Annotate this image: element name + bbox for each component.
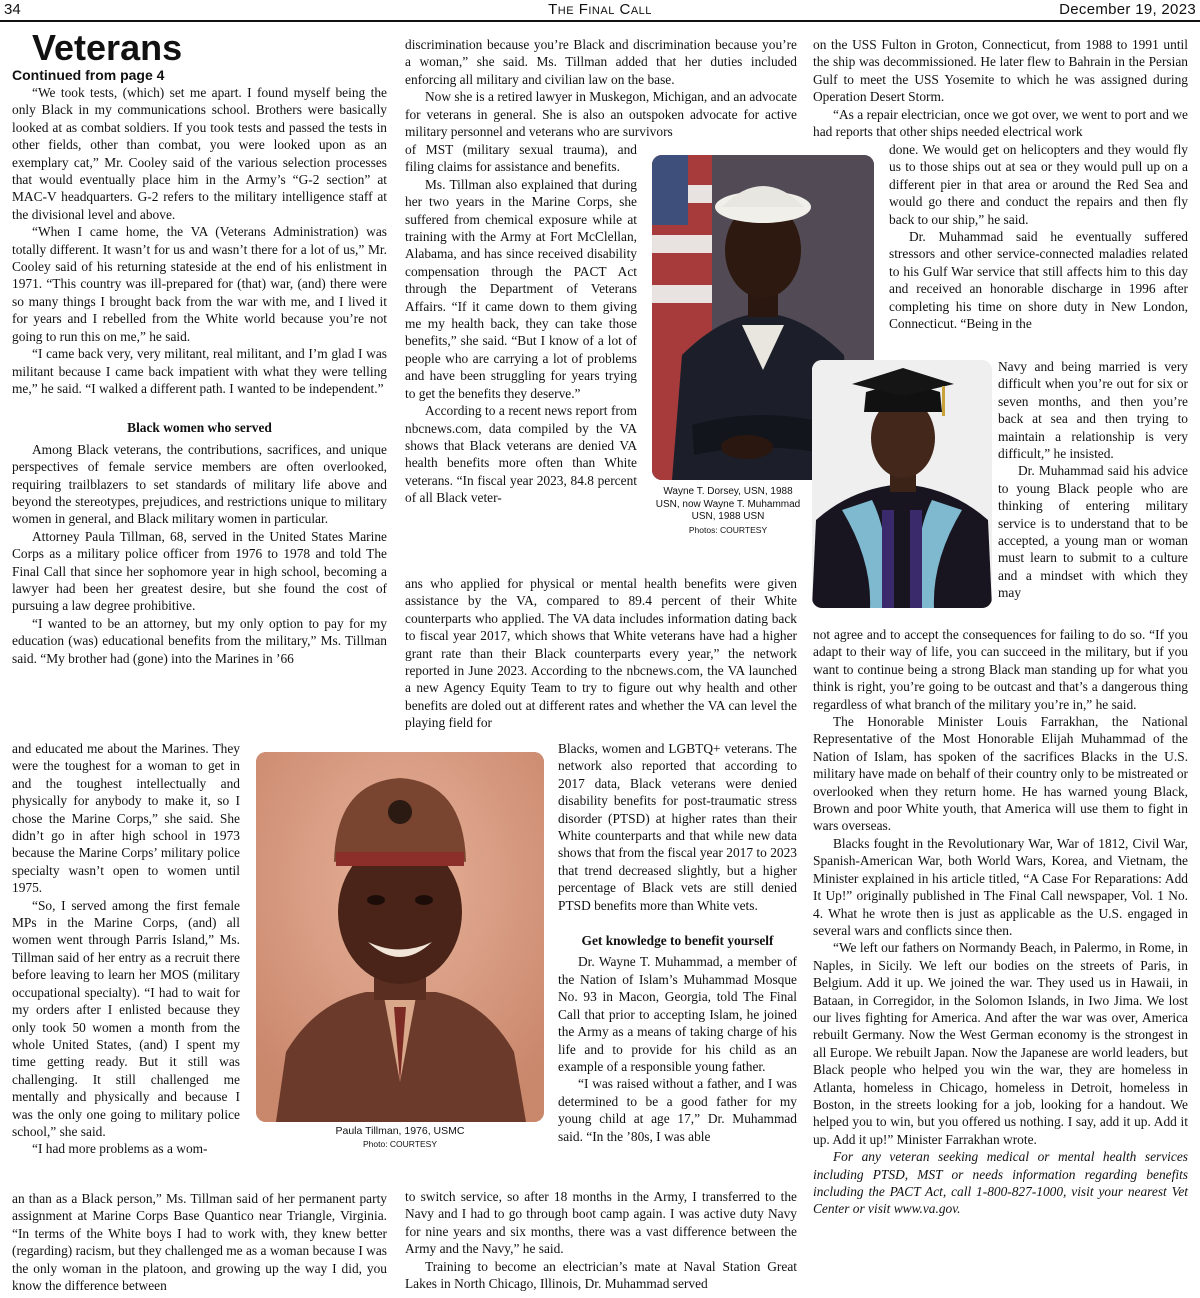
paragraph: of MST (military sexual trauma), and filing claims for assistance and benefits. [405,142,637,175]
column-2-narrow [405,141,637,507]
caption-line: Wayne T. Dorsey, USN, 1988 [663,486,793,497]
paragraph: “We took tests, (which) set me apart. I found myself being the only Black in my communications school. Brothers were basically looked at as combat soldiers. If you took tests and passed the tests in other fields, other than combat, you were looked upon as an exemplary cat,” Mr. Cooley said of the various selection processes that would eventually place him in the Army’s “G-2 section” at MAC-V headquarters. G-2 refers to the military intelligence staff at the divisional level and above. [12,85,387,222]
newspaper-name: The Final Call [548,1,652,18]
paragraph: “I was raised without a father, and I was determined to be a good father for my young child at age 17,” Dr. Muhammad said. “In the ’80s, I was able [558,1076,797,1144]
column-1-top [12,27,387,667]
page-header [0,0,1200,22]
caption-tillman [256,1125,544,1150]
paragraph: “I wanted to be an attorney, but my only option to pay for my education (was) educational benefits from the military,” Ms. Tillman said. “My brother had (gone) into the Marines in ’66 [12,615,387,666]
photo-credit: Photos: COURTESY [688,524,768,535]
column-3-top [813,36,1188,140]
photo-paula-tillman [256,752,544,1122]
info-tagline: For any veteran seeking medical or mental health services including PTSD, MST or needs information regarding benefits including the PACT Act, call 1-800-827-1000, visit your nearest Vet Center or visit www.va.gov. [813,1149,1188,1217]
caption-text: Paula Tillman, 1976, USMC [335,1125,465,1137]
column-2-top [405,36,797,140]
paragraph: Blacks, women and LGBTQ+ veterans. The network also reported that according to 2017 data, Black veterans were denied disability benefits for post-traumatic stress disorder (PTSD) at higher rates than their White counterparts and that while new data shows that from the fiscal year 2017 to 2023 that trend decreased slightly, but a higher percentage of Black vets are still denied PTSD benefits more than White vets. [558,741,797,913]
paragraph: Among Black veterans, the contributions, sacrifices, and unique perspectives of female service members are often overlooked, requiring trailblazers to set standards of military life above and beyond the stereotypes, prejudices, and restrictions unique to military women in general, and Black military women in particular. [12,441,387,527]
paragraph: According to a recent news report from nbcnews.com, data compiled by the VA shows that Black veterans are denied VA health benefits more often than White veterans. “In fiscal year 2023, 84.8 percent of all Black veter- [405,403,637,506]
paragraph: ans who applied for physical or mental health benefits were given assistance by the VA, compared to 89.4 percent of their White counterparts who applied. The VA data includes information dating back to fiscal year 2017, which shows that White veterans have had a higher grant rate than their Black counterparts every year,” the network reported in June 2023. According to the nbcnews.com, the VA launched a new Agency Equity Team to try to figure out why health and other benefits are doled out at different rates and whether the VA can level the playing field for [405,576,797,731]
graduate-portrait-image [812,360,992,608]
caption-line: USN, 1988 USN [691,511,765,522]
column-2-bottom [405,1188,797,1292]
paragraph: “We left our fathers on Normandy Beach, in Palermo, in Rome, in Naples, in Sicily. We left our bodies on the streets of Paris, in Belgium. Add it up. We joined the war. They used us in Hawaii, in Bataan, in Corregidor, in the Solomon Islands, in Iwo Jima. We lost our lives fighting for America. And after the war was over, America rebuilt Germany. Now the West German economy is the strongest in all Europe. We rebuilt Japan. Now the Japanese are world leaders, but Black people who helped you win the war, they are homeless in Atlanta, homeless in Chicago, homeless in Detroit, homeless in Boston, in the streets looking for a job, looking for a handout. We helped you to win, but you offered us nothing. I say, add it up. Add it up. Add it up!” Minister Farrakhan wrote. [813,940,1188,1147]
column-1-bottom [12,1190,387,1294]
continued-line: Continued from page 4 [12,67,165,83]
paragraph: “I had more problems as a wom- [32,1141,208,1157]
paragraph: an than as a Black person,” Ms. Tillman said of her permanent party assignment at Marine Corps Base Quantico near Triangle, Virginia. “In terms of the White boys I had to work with, they knew better (regarding) racism, but they challenged me as a woman because I was the only woman in the platoon, and growing up the way I did, you know the difference between [12,1191,387,1294]
paragraph: Dr. Muhammad said his advice to young Black people who are thinking of entering military service is to understand that to be accepted, a young man or woman must learn to submit to a culture and a mindset with which they may [998,463,1188,601]
paragraph: Attorney Paula Tillman, 68, served in the United States Marine Corps as a military police officer from 1976 to 1978 and told The Final Call that since her sophomore year in high school, becoming a lawyer had been her greatest desire, but she found the cost of pursuing a law degree prohibitive. [12,528,387,614]
tillman-portrait-image [256,752,544,1122]
page-number: 34 [4,1,21,18]
paragraph: “I came back very, very militant, real militant, and I’m glad I was militant because I came back impatient with what they were telling me,” he said. “I walked a different path. I wanted to be independent.” [12,346,387,396]
photo-credit: Photo: COURTESY [362,1138,437,1149]
caption-dorsey [648,486,808,536]
paragraph: Navy and being married is very difficult when you’re out for six or seven months, and then you’re back at sea and then trying to maintain a relationship is very difficult,” he insisted. [998,359,1188,462]
issue-date: December 19, 2023 [1059,1,1196,18]
subhead-get-knowledge: Get knowledge to benefit yourself [581,933,774,949]
paragraph: Dr. Muhammad said he eventually suffered stressors and other service-connected maladies related to his Gulf War service that still affects him to this day and received an honorable discharge in 1996 after completing his time on shore duty in New London, Connecticut. “Being in the [889,229,1188,332]
paragraph: done. We would get on helicopters and they would fly us to those ships out at sea or they would pull up on a different pier in that area or around the Red Sea and would go there and conduct the repairs and then fly back to our ship,” he said. [889,142,1188,227]
caption-line: USN, now Wayne T. Muhammad [655,498,801,510]
headline: Veterans [32,27,183,68]
paragraph: Now she is a retired lawyer in Muskegon, Michigan, and an advocate for veterans in general. She is also an outspoken advocate for active military personnel and veterans who are survivors [405,89,797,140]
photo-wayne-muhammad [812,360,992,608]
column-3-narrow-2 [998,358,1188,602]
column-2-middle [405,575,797,732]
paragraph: “So, I served among the first female MPs in the Marine Corps, (and) all women went through Parris Island,” Ms. Tillman said of her entry as a recruit there before leaving to learn her MOS (military occupational specialty). “I had to wait for my orders after I enlisted because they only took 50 women a month from the whole United States, (and) I spent my time getting ready. But it still was challenging. It still challenged me mentally and physically and because I was the only one going to military police school,” she said. [12,897,240,1139]
column-3-narrow-1 [889,141,1188,332]
paragraph: Blacks fought in the Revolutionary War, War of 1812, Civil War, Spanish-American War, both World Wars, Korea, and Vietnam, the Minister explained in his article titled, “A Case For Reparations: Add It Up!” originally published in The Final Call newspaper, Vol. 1 No. 4. What he wrote then is just as applicable as the U.S. engaged in several wars and conflicts since then. [813,835,1188,938]
subhead-black-women: Black women who served [127,420,272,436]
paragraph: Dr. Wayne T. Muhammad, a member of the Nation of Islam’s Muhammad Mosque No. 93 in Macon, Georgia, told The Final Call that prior to accepting Islam, he joined the Army as a means of taking charge of his life and to provide for his child as an example of a responsible young father. [558,954,797,1074]
paragraph: not agree and to accept the consequences for failing to do so. “If you adapt to their way of life, you can succeed in the military, but if you want to continue being a strong Black man standing up for what you think is right, you’re going to be outcast and that’s a dangerous thing regardless of what branch of the military you’re in,” he said. [813,627,1188,712]
paragraph: Training to become an electrician’s mate at Naval Station Great Lakes in North Chicago, Illinois, Dr. Muhammad served [405,1258,797,1292]
paragraph: “When I came home, the VA (Veterans Administration) was totally different. It wasn’t for us and wasn’t there for a lot of us,” Mr. Cooley said of his returning stateside at the end of his enlistment in 1971. “This country was ill-prepared for (that) war, (and) there were so many things I brought back from the war with me, and I lived it for years and I rebelled from the White world because you’re not going to run this on me,” he said. [12,224,387,344]
paragraph: discrimination because you’re Black and discrimination because you’re a woman,” she said. Ms. Tillman added that her duties included enforcing all military and civilian law on the base. [405,37,797,87]
column-3-bottom [813,626,1188,1218]
column-2-right-narrow [558,740,797,1145]
paragraph: to switch service, so after 18 months in the Army, I transferred to the Navy and I had to go through boot camp again. I was active duty Navy for nine years and six months, there was a vast difference between the Army and the Navy,” he said. [405,1189,797,1257]
paragraph: “As a repair electrician, once we got over, we went to port and we had reports that other ships needed electrical work [813,106,1188,140]
column-1-narrow [12,740,240,1158]
paragraph: on the USS Fulton in Groton, Connecticut, from 1988 to 1991 until the ship was decommissioned. He later flew to Bahrain in the Persian Gulf to meet the USS Yosemite to which he was assigned during Operation Desert Storm. [813,37,1188,105]
paragraph: The Honorable Minister Louis Farrakhan, the National Representative of the Most Honorable Elijah Muhammad of the Nation of Islam, has spoken of the sacrifices Blacks in the U.S. military have made on behalf of their country only to be mistreated or overlooked when they return home. He has warned young Black, Brown and poor White youth, that America will use them to fight in wars overseas. [813,714,1188,834]
paragraph: and educated me about the Marines. They were the toughest for a woman to get in and the toughest intellectually and physically for anybody to make it, so I chose the Marine Corps,” she said. She didn’t go in after high school in 1973 because the Marine Corps’ military police specialty wasn’t open to women until 1975. [12,741,240,896]
paragraph: Ms. Tillman also explained that during her two years in the Marine Corps, she suffered from chemical exposure while at training with the Army at Fort McClellan, Alabama, and has since received disability compensation through the PACT Act through the Department of Veterans Affairs. “If it came down to them giving me my health back, they can take those benefits,” she said. “But I know of a lot of people who are carrying a lot of problems and have been struggling for years trying to get the benefits they deserve.” [405,176,637,401]
